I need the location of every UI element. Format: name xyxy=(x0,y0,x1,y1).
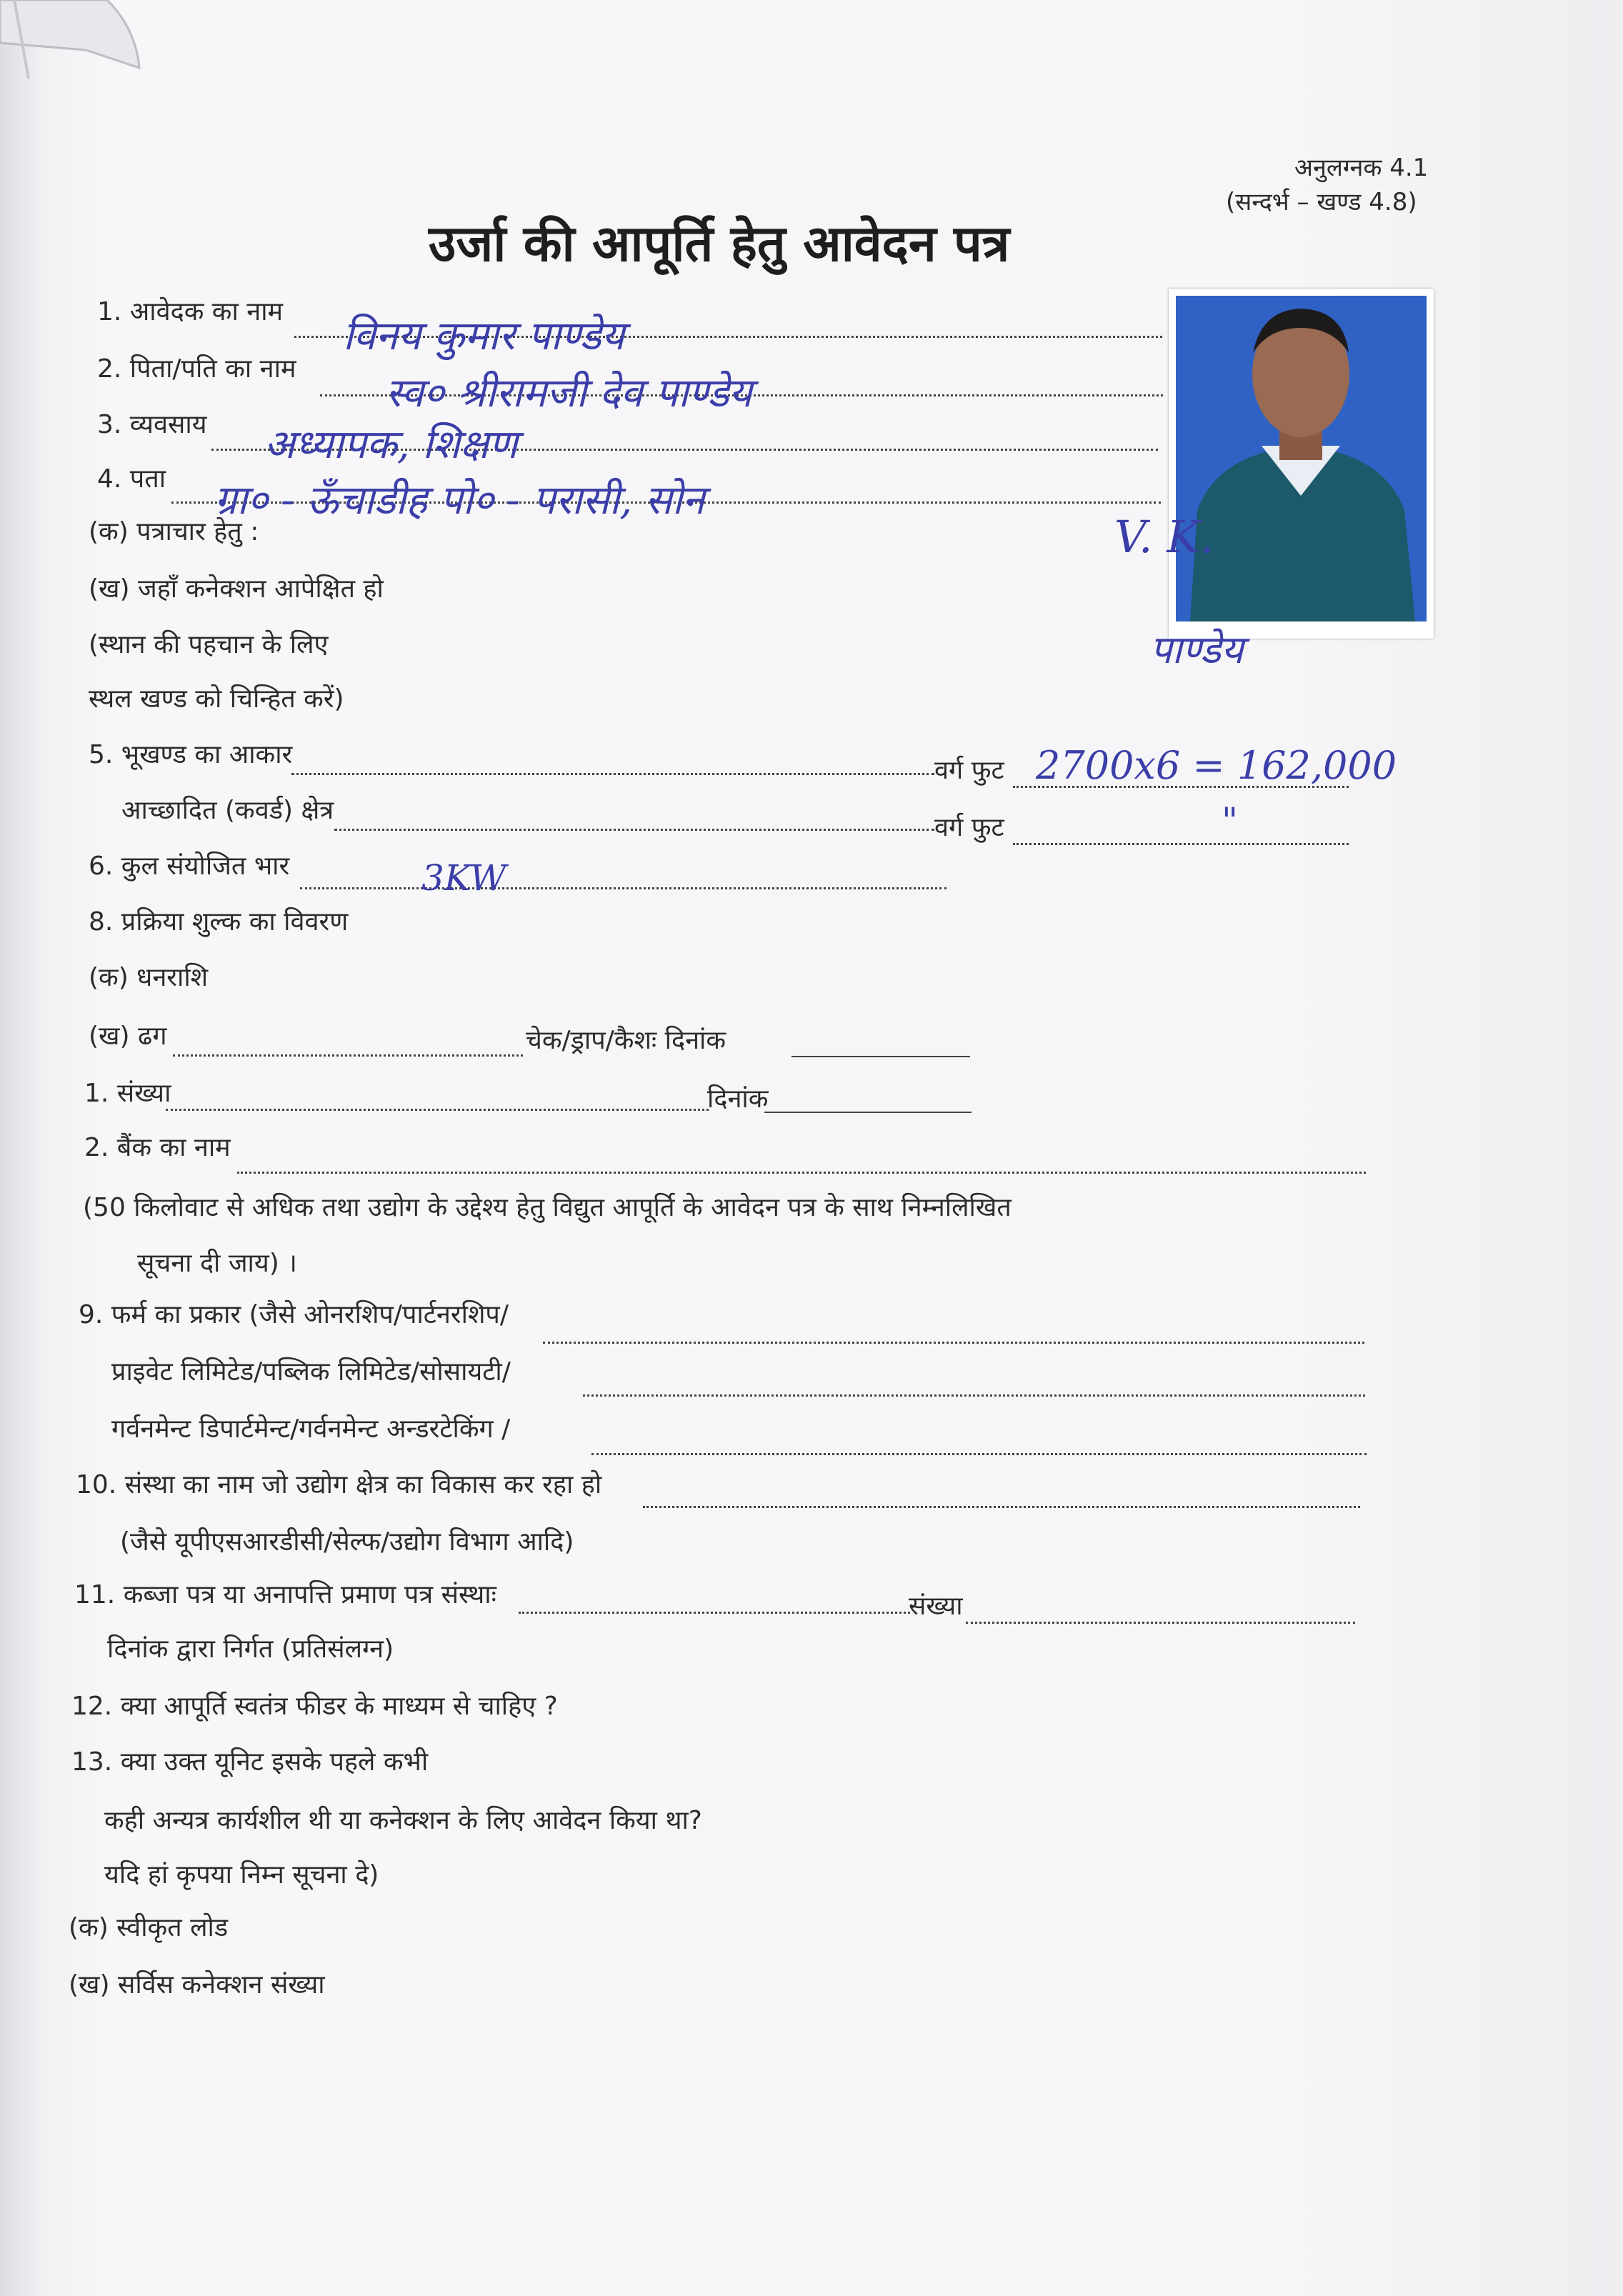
field-firm-type-label-2: प्राइवेट लिमिटेड/पब्लिक लिमिटेड/सोसायटी/ xyxy=(111,1357,511,1387)
page-title: उर्जा की आपूर्ति हेतु आवेदन पत्र xyxy=(429,214,1010,273)
field-possession-number-line[interactable] xyxy=(966,1622,1355,1624)
field-amount-label: (क) धनराशि xyxy=(89,963,209,992)
field-number-date-line[interactable] xyxy=(764,1112,972,1113)
field-father-name-label: 2. पिता/पति का नाम xyxy=(97,354,296,384)
field-possession-number-label: संख्या xyxy=(909,1592,963,1621)
annex-label: अनुलग्नक 4.1 xyxy=(1294,154,1429,182)
field-number-label: 1. संख्या xyxy=(84,1079,171,1108)
field-previous-unit-label-3: यदि हां कृपया निम्न सूचना दे) xyxy=(104,1860,379,1890)
field-applicant-name-label: 1. आवेदक का नाम xyxy=(97,297,284,326)
field-plot-size-label: 5. भूखण्ड का आकार xyxy=(89,740,293,769)
field-bank-line[interactable] xyxy=(237,1172,1366,1174)
field-covered-area-unit: वर्ग फुट xyxy=(934,813,1004,842)
field-occupation-label: 3. व्यवसाय xyxy=(97,410,207,439)
field-site-identify-label: (स्थान की पहचान के लिए xyxy=(89,630,329,659)
field-site-mark-label: स्थल खण्ड को चिन्हित करें) xyxy=(89,684,344,714)
field-connected-load-label: 6. कुल संयोजित भार xyxy=(89,852,290,881)
field-plot-size-unit: वर्ग फुट xyxy=(934,756,1004,785)
person-icon xyxy=(1176,296,1427,622)
field-covered-area-value: " xyxy=(1222,800,1238,842)
field-previous-unit-label-2: कही अन्यत्र कार्यशील थी या कनेक्शन के लिए आवेदन किया था? xyxy=(104,1806,702,1835)
field-mode-line[interactable] xyxy=(173,1054,523,1057)
field-possession-letter-line[interactable] xyxy=(519,1612,910,1614)
field-covered-area-label: आच्छादित (कवर्ड) क्षेत्र xyxy=(121,796,334,825)
signature-initials: V. K. xyxy=(1114,511,1214,563)
folded-corner xyxy=(0,0,143,86)
field-mode-label: (ख) ढग xyxy=(89,1022,167,1051)
field-connection-site-label: (ख) जहाँ कनेक्शन आपेक्षित हो xyxy=(89,574,384,604)
field-correspondence-label: (क) पत्राचार हेतु : xyxy=(89,517,259,546)
field-firm-type-label: 9. फर्म का प्रकार (जैसे ओनरशिप/पार्टनरशिप/ xyxy=(79,1300,509,1329)
field-mode-date-line[interactable] xyxy=(791,1056,970,1057)
field-previous-unit-label: 13. क्या उक्त यूनिट इसके पहले कभी xyxy=(71,1747,429,1777)
field-connected-load-value: 3KW xyxy=(421,857,506,899)
field-covered-area-value-line[interactable] xyxy=(1013,843,1349,845)
field-address-value: ग्रा० - ऊँचाडीह पो० - परासी, सोन xyxy=(214,477,705,524)
field-connected-load-line[interactable] xyxy=(300,887,947,889)
field-father-name-value: स्व० श्रीरामजी देव पाण्डेय xyxy=(386,370,752,416)
field-independent-feeder-label: 12. क्या आपूर्ति स्वतंत्र फीडर के माध्यम से चाहिए ? xyxy=(71,1692,558,1721)
field-plot-size-line[interactable] xyxy=(291,773,934,775)
field-organization-label: 10. संस्था का नाम जो उद्योग क्षेत्र का विकास कर रहा हो xyxy=(76,1470,602,1499)
field-organization-line[interactable] xyxy=(643,1506,1360,1508)
field-organization-example: (जैसे यूपीएसआरडीसी/सेल्फ/उद्योग विभाग आदि) xyxy=(120,1527,574,1557)
field-firm-type-line[interactable] xyxy=(543,1342,1364,1344)
applicant-photo xyxy=(1169,289,1434,639)
field-plot-size-value: 2700x6 = 162,000 xyxy=(1036,743,1397,788)
field-applicant-name-value: विनय कुमार पाण्डेय xyxy=(343,313,625,359)
note-line-1: (50 किलोवाट से अधिक तथा उद्योग के उद्देश्य हेतु विद्युत आपूर्ति के आवेदन पत्र के साथ निम्नलिखित xyxy=(83,1193,1012,1222)
field-service-connection-label: (ख) सर्विस कनेक्शन संख्या xyxy=(69,1970,325,2000)
field-sanctioned-load-label: (क) स्वीकृत लोड xyxy=(69,1913,229,1942)
field-number-date-label: दिनांक xyxy=(707,1084,769,1114)
field-number-line[interactable] xyxy=(166,1109,709,1111)
signature-name: पाण्डेय xyxy=(1150,627,1244,672)
field-firm-type-line-2[interactable] xyxy=(583,1394,1365,1397)
field-firm-type-label-3: गर्वनमेन्ट डिपार्टमेन्ट/गर्वनमेन्ट अन्डरटेकिंग / xyxy=(111,1414,511,1444)
field-processing-fee-label: 8. प्रक्रिया शुल्क का विवरण xyxy=(89,907,349,937)
field-possession-letter-label: 11. कब्जा पत्र या अनापत्ति प्रमाण पत्र संस्थाः xyxy=(74,1580,496,1609)
field-bank-label: 2. बैंक का नाम xyxy=(84,1133,231,1162)
field-covered-area-line[interactable] xyxy=(334,829,934,831)
field-address-label: 4. पता xyxy=(97,464,166,494)
field-occupation-value: अध्यापक, शिक्षण xyxy=(264,421,518,468)
field-issued-date-label: दिनांक द्वारा निर्गत (प्रतिसंलग्न) xyxy=(107,1634,394,1664)
note-line-2: सूचना दी जाय) । xyxy=(137,1249,297,1278)
field-mode-options: चेक/ड्राप/कैशः दिनांक xyxy=(526,1026,726,1055)
field-firm-type-line-3[interactable] xyxy=(591,1453,1367,1455)
reference-label: (सन्दर्भ – खण्ड 4.8) xyxy=(1226,188,1417,216)
